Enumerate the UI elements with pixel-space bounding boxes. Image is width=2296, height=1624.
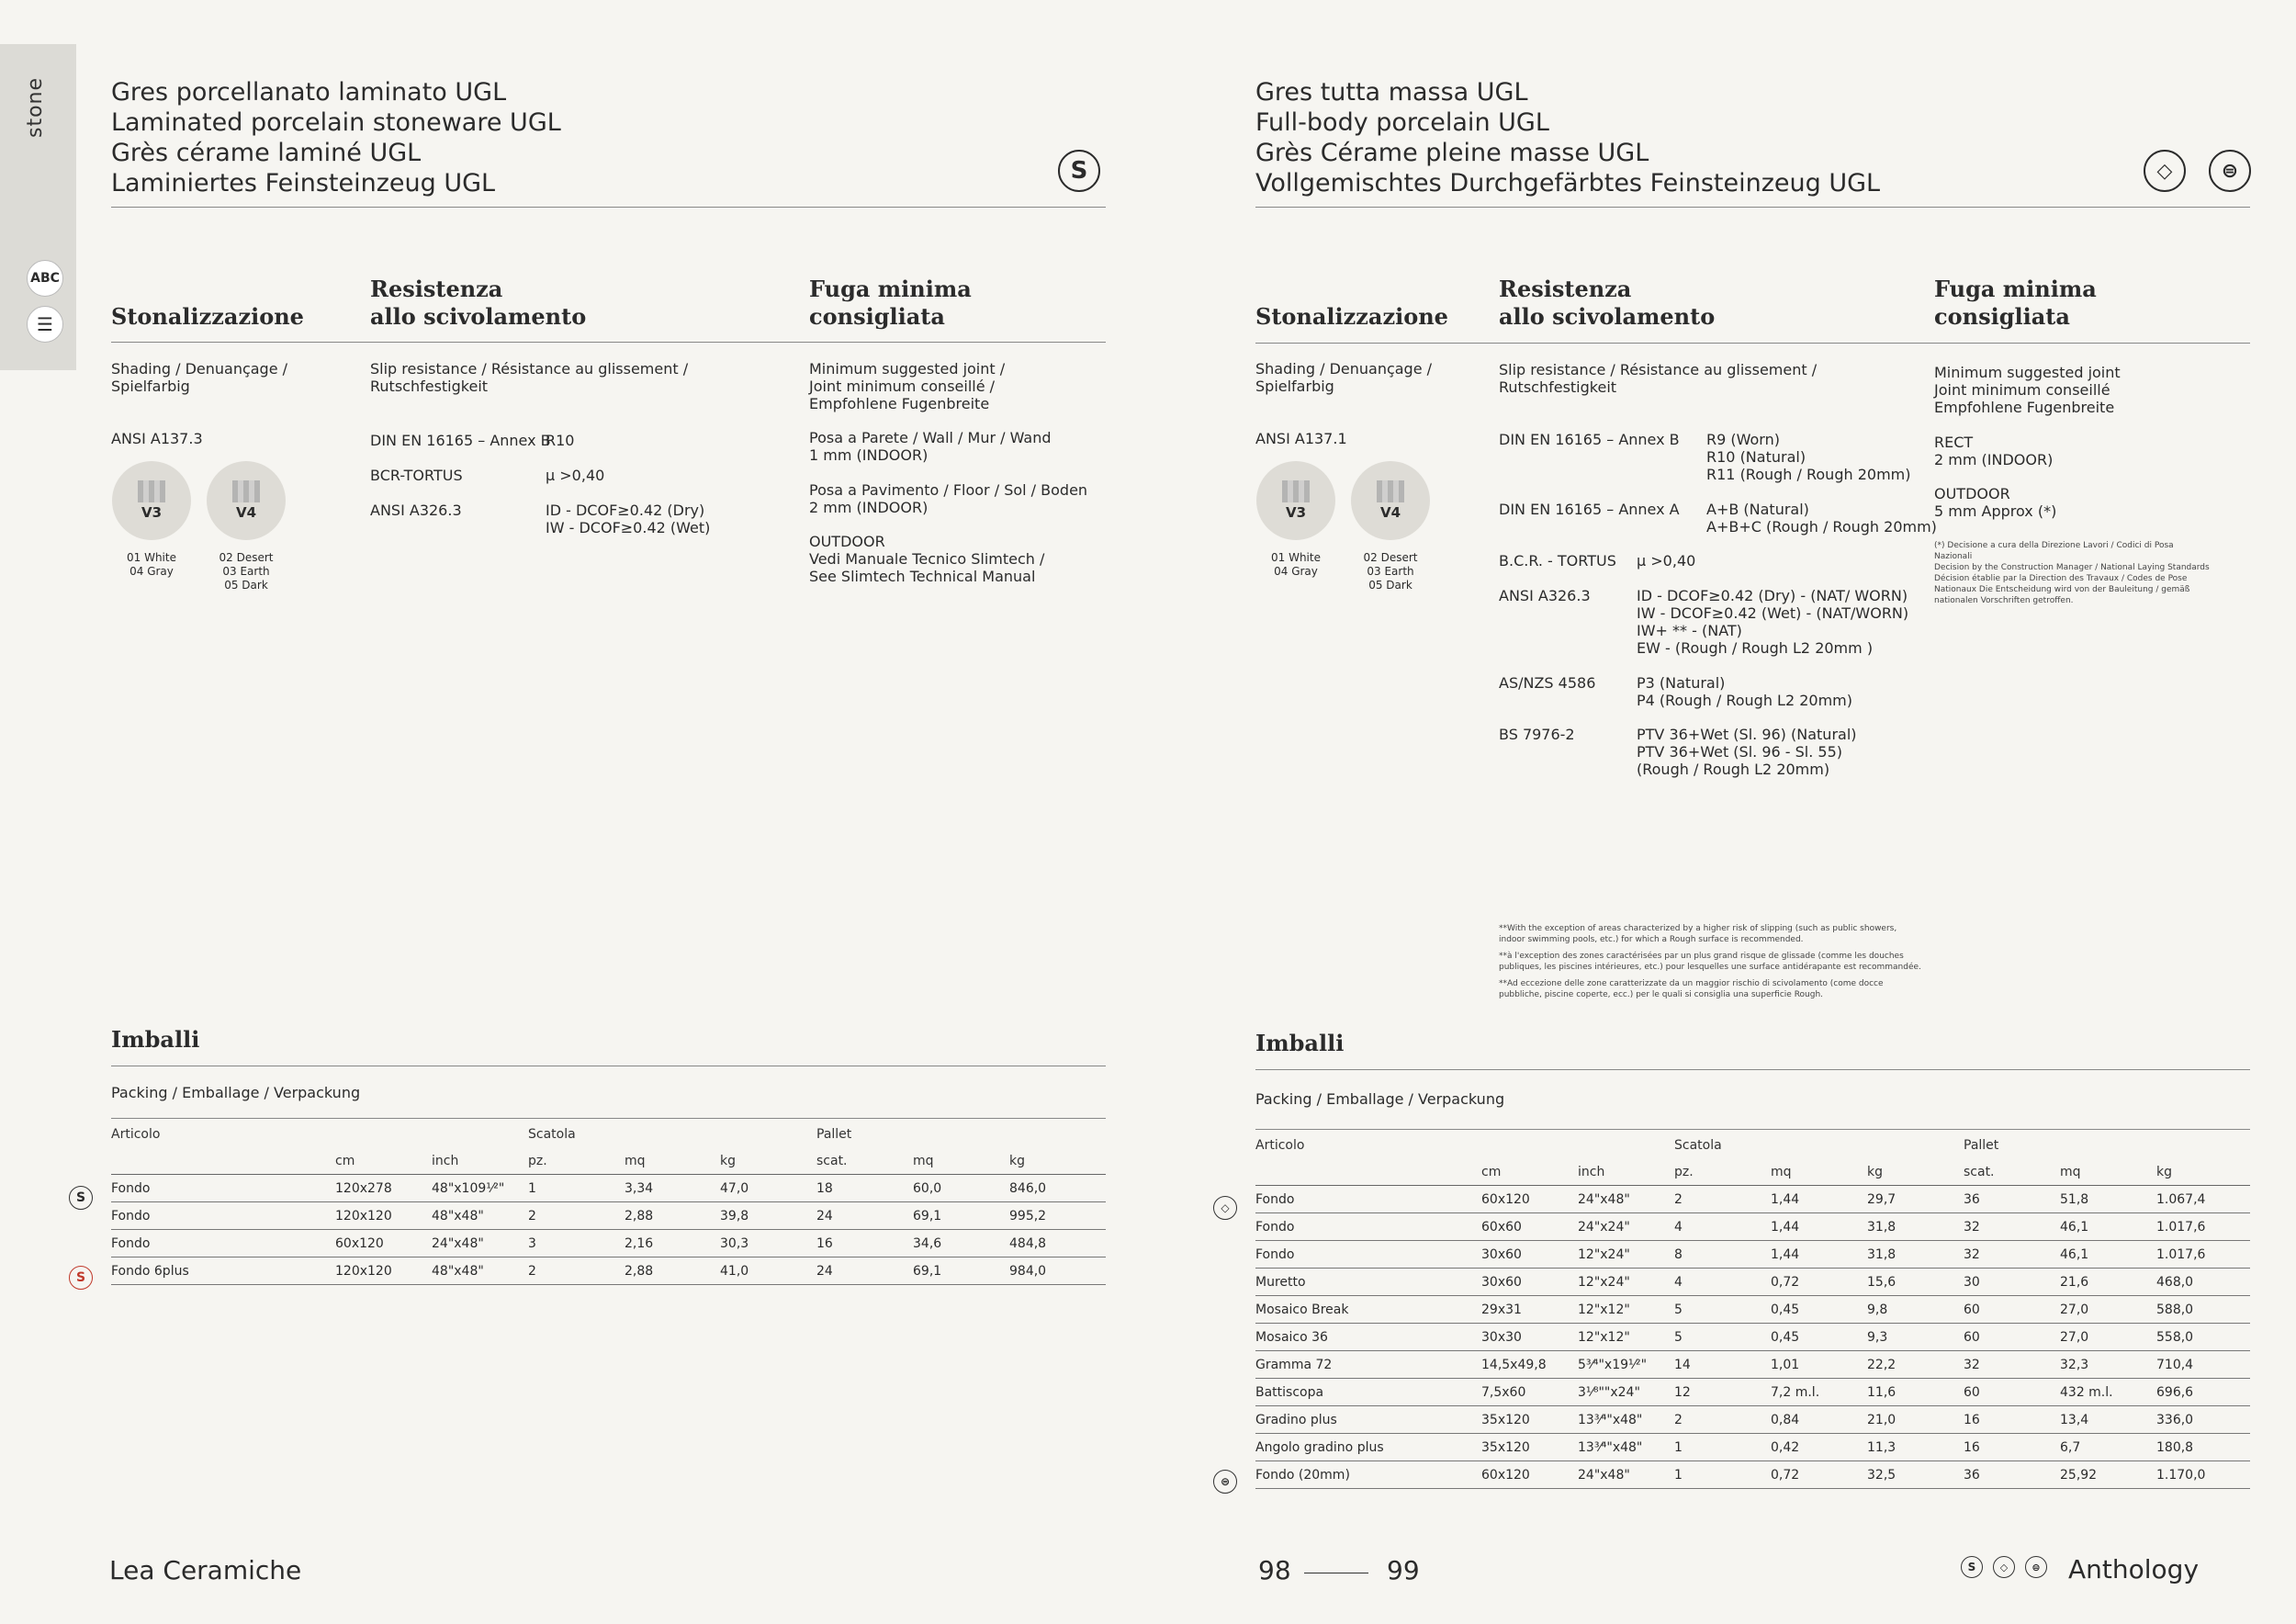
left-joint-floor: Posa a Pavimento / Floor / Sol / Boden 2 mm (INDOOR)	[809, 481, 1088, 516]
table-cell: 30	[1964, 1269, 2060, 1296]
right-pack-sub: Packing / Emballage / Verpackung	[1255, 1090, 1505, 1108]
table-row	[1255, 1379, 2250, 1406]
table-cell: 1.017,6	[2156, 1241, 2250, 1269]
table-cell: 60x120	[335, 1230, 432, 1257]
slim-6plus-icon: S	[69, 1266, 93, 1290]
table-cell: 48"x48"	[432, 1202, 528, 1230]
title-it: Gres porcellanato laminato UGL	[111, 78, 507, 107]
left-joint-wall: Posa a Parete / Wall / Mur / Wand 1 mm (INDOOR)	[809, 429, 1052, 464]
table-cell: 12"x24"	[1578, 1241, 1674, 1269]
table-cell: 21,0	[1867, 1406, 1964, 1434]
table-cell: 120x278	[335, 1175, 432, 1202]
table-row	[1255, 1351, 2250, 1379]
table-cell: 1.170,0	[2156, 1461, 2250, 1489]
table-cell: 16	[1964, 1406, 2060, 1434]
right-joint-rect: RECT 2 mm (INDOOR)	[1934, 434, 2054, 468]
table-row	[1255, 1406, 2250, 1434]
full-body-icon: ◇	[1213, 1196, 1237, 1220]
right-shading-norm: ANSI A137.1	[1255, 430, 1347, 447]
table-cell: 0,84	[1771, 1406, 1867, 1434]
table-cell: 13³⁄⁴"x48"	[1578, 1406, 1674, 1434]
left-joint-head: Fuga minima consigliata	[809, 276, 972, 330]
thick-20mm-icon: ⊜	[2025, 1556, 2047, 1578]
table-cell: 11,6	[1867, 1379, 1964, 1406]
table-row	[1255, 1241, 2250, 1269]
table-cell: Gradino plus	[1255, 1406, 1481, 1434]
table-cell: 13,4	[2060, 1406, 2156, 1434]
table-cell: 5	[1674, 1324, 1771, 1351]
table-cell: 8	[1674, 1241, 1771, 1269]
table-row	[1255, 1186, 2250, 1213]
left-slip-v1: R10	[546, 432, 575, 449]
swatch-v3-label: 01 White 04 Gray	[1271, 551, 1321, 578]
table-cell: 32,5	[1867, 1461, 1964, 1489]
swatch-v3-label: 01 White 04 Gray	[127, 551, 176, 578]
table-row	[111, 1202, 1106, 1230]
left-pack-sub: Packing / Emballage / Verpackung	[111, 1084, 361, 1101]
left-slip-head: Resistenza allo scivolamento	[370, 276, 587, 330]
full-body-icon: ◇	[2144, 150, 2186, 192]
left-pack-title: Imballi	[111, 1026, 200, 1053]
table-cell: 710,4	[2156, 1351, 2250, 1379]
table-cell: Mosaico 36	[1255, 1324, 1481, 1351]
table-cell: 1,44	[1771, 1241, 1867, 1269]
table-cell: 60	[1964, 1296, 2060, 1324]
table-cell: 24	[816, 1257, 913, 1285]
table-row	[111, 1175, 1106, 1202]
table-cell: 27,0	[2060, 1296, 2156, 1324]
right-slip-k1: DIN EN 16165 – Annex B	[1499, 431, 1680, 448]
table-cell: 336,0	[2156, 1406, 2250, 1434]
swatch-v3: V3	[112, 461, 191, 540]
right-joint-head: Fuga minima consigliata	[1934, 276, 2097, 330]
table-cell: 69,1	[913, 1257, 1009, 1285]
slim-icon: S	[1058, 150, 1100, 192]
table-cell: 558,0	[2156, 1324, 2250, 1351]
table-cell: 24"x48"	[1578, 1461, 1674, 1489]
table-cell: 5³⁄⁴"x19¹⁄²"	[1578, 1351, 1674, 1379]
table-cell: 16	[1964, 1434, 2060, 1461]
swatch-v4: V4	[207, 461, 286, 540]
table-cell: 46,1	[2060, 1241, 2156, 1269]
table-cell: 0,72	[1771, 1461, 1867, 1489]
table-cell: 30x30	[1481, 1324, 1578, 1351]
table-cell: Battiscopa	[1255, 1379, 1481, 1406]
table-cell: Fondo	[111, 1202, 335, 1230]
table-cell: 6,7	[2060, 1434, 2156, 1461]
left-joint-outdoor: OUTDOOR Vedi Manuale Tecnico Slimtech / See Slimtech Technical Manual	[809, 533, 1045, 585]
table-cell: 120x120	[335, 1257, 432, 1285]
left-shading-head: Stonalizzazione	[111, 303, 304, 330]
table-cell: 432 m.l.	[2060, 1379, 2156, 1406]
table-cell: 1	[1674, 1434, 1771, 1461]
table-cell: 9,3	[1867, 1324, 1964, 1351]
left-shading-norm: ANSI A137.3	[111, 430, 203, 447]
right-slip-k4: ANSI A326.3	[1499, 587, 1591, 604]
table-cell: 30x60	[1481, 1241, 1578, 1269]
swatch-v4-label: 02 Desert 03 Earth 05 Dark	[219, 551, 274, 592]
swatch-v4: V4	[1351, 461, 1430, 540]
table-cell: 60,0	[913, 1175, 1009, 1202]
table-cell: 1,01	[1771, 1351, 1867, 1379]
table-cell: 51,8	[2060, 1186, 2156, 1213]
table-cell: 21,6	[2060, 1269, 2156, 1296]
table-cell: 3,34	[625, 1175, 720, 1202]
table-cell: 2	[1674, 1186, 1771, 1213]
table-cell: 32,3	[2060, 1351, 2156, 1379]
table-cell: Gramma 72	[1255, 1351, 1481, 1379]
table-cell: 35x120	[1481, 1434, 1578, 1461]
table-cell: 120x120	[335, 1202, 432, 1230]
table-cell: Fondo	[111, 1230, 335, 1257]
table-cell: 13³⁄⁴"x48"	[1578, 1434, 1674, 1461]
table-cell: Fondo (20mm)	[1255, 1461, 1481, 1489]
table-cell: 32	[1964, 1241, 2060, 1269]
right-joint-note: (*) Decisione a cura della Direzione Lavori / Codici di Posa Nazionali Decision by the Construction Manager / National Laying Standards Décision établie par la Direction des Travaux / Codes de Pose Nationaux Die Entscheidung wird von der Bauleitung / gemäß nationalen Vorschriften getroffen.	[1934, 541, 2210, 605]
page-number-left: 98	[1258, 1555, 1291, 1585]
right-slip-k2: DIN EN 16165 – Annex A	[1499, 501, 1680, 518]
table-cell: 2	[528, 1257, 625, 1285]
table-cell: 27,0	[2060, 1324, 2156, 1351]
table-cell: 0,45	[1771, 1296, 1867, 1324]
table-row	[1255, 1213, 2250, 1241]
table-cell: 4	[1674, 1269, 1771, 1296]
table-cell: 2	[1674, 1406, 1771, 1434]
table-cell: 24"x48"	[1578, 1186, 1674, 1213]
table-cell: 9,8	[1867, 1296, 1964, 1324]
thick-20mm-icon: ⊜	[2209, 150, 2251, 192]
table-cell: 12	[1674, 1379, 1771, 1406]
left-slip-k3: ANSI A326.3	[370, 502, 462, 519]
table-cell: 3	[528, 1230, 625, 1257]
table-cell: 14	[1674, 1351, 1771, 1379]
title-fr: Grès Cérame pleine masse UGL	[1255, 139, 1649, 167]
table-cell: 15,6	[1867, 1269, 1964, 1296]
table-cell: Angolo gradino plus	[1255, 1434, 1481, 1461]
right-joint-outdoor: OUTDOOR 5 mm Approx (*)	[1934, 485, 2057, 520]
table-row	[1255, 1269, 2250, 1296]
table-cell: 1.017,6	[2156, 1213, 2250, 1241]
table-row	[1255, 1324, 2250, 1351]
brand-name: Lea Ceramiche	[109, 1555, 302, 1585]
table-cell: 12"x24"	[1578, 1269, 1674, 1296]
table-cell: Mosaico Break	[1255, 1296, 1481, 1324]
right-slip-footnotes: **With the exception of areas characterized by a higher risk of slipping (such as public showers, indoor swimming pools, etc.) for which a Rough surface is recommended. **à l'exception des zones caractérisées par un plus grand risque de glissade (comme les douches publiques, les piscines intérieures, etc.) pour lesquelles une surface antidérapante est recommandée. **Ad eccezione delle zone caratterizzate da un maggior rischio di scivolamento (come docce pubbliche, piscine coperte, ecc.) per le quali si consiglia una superficie Rough.	[1499, 924, 1921, 999]
left-slip-k1: DIN EN 16165 – Annex B	[370, 432, 551, 449]
right-slip-v2: A+B (Natural) A+B+C (Rough / Rough 20mm)	[1706, 501, 1937, 536]
title-de: Vollgemischtes Durchgefärbtes Feinsteinzeug UGL	[1255, 169, 1881, 197]
page-number-right: 99	[1387, 1555, 1420, 1585]
table-cell: 2	[528, 1202, 625, 1230]
right-slip-v5: P3 (Natural) P4 (Rough / Rough L2 20mm)	[1637, 674, 1853, 709]
right-joint-sub: Minimum suggested joint Joint minimum conseillé Empfohlene Fugenbreite	[1934, 364, 2121, 416]
swatch-v3: V3	[1256, 461, 1335, 540]
table-cell: Fondo	[1255, 1241, 1481, 1269]
table-cell: 995,2	[1009, 1202, 1106, 1230]
table-cell: 12"x12"	[1578, 1296, 1674, 1324]
title-fr: Grès cérame laminé UGL	[111, 139, 422, 167]
table-cell: 24"x24"	[1578, 1213, 1674, 1241]
abc-button[interactable]: ABC	[27, 260, 63, 297]
table-cell: 29x31	[1481, 1296, 1578, 1324]
table-cell: 36	[1964, 1186, 2060, 1213]
right-slip-v4: ID - DCOF≥0.42 (Dry) - (NAT/ WORN) IW - DCOF≥0.42 (Wet) - (NAT/WORN) IW+ ** - (NAT) EW - (Rough / Rough L2 20mm )	[1637, 587, 1909, 657]
right-slip-v6: PTV 36+Wet (Sl. 96) (Natural) PTV 36+Wet (Sl. 96 - Sl. 55) (Rough / Rough L2 20mm)	[1637, 726, 1857, 778]
table-cell: 22,2	[1867, 1351, 1964, 1379]
table-cell: 48"x109¹⁄²"	[432, 1175, 528, 1202]
table-cell: 1.067,4	[2156, 1186, 2250, 1213]
table-cell: 7,2 m.l.	[1771, 1379, 1867, 1406]
left-title-block	[111, 77, 561, 198]
table-cell: Fondo	[1255, 1186, 1481, 1213]
table-cell: 7,5x60	[1481, 1379, 1578, 1406]
left-joint-sub: Minimum suggested joint / Joint minimum conseillé / Empfohlene Fugenbreite	[809, 360, 1006, 412]
table-cell: 0,72	[1771, 1269, 1867, 1296]
table-cell: 3¹⁄⁸""x24"	[1578, 1379, 1674, 1406]
table-cell: 32	[1964, 1213, 2060, 1241]
table-cell: 60	[1964, 1324, 2060, 1351]
right-slip-k6: BS 7976-2	[1499, 726, 1575, 743]
table-cell: 25,92	[2060, 1461, 2156, 1489]
table-cell: Fondo	[1255, 1213, 1481, 1241]
table-cell: 1,44	[1771, 1186, 1867, 1213]
table-cell: 984,0	[1009, 1257, 1106, 1285]
table-cell: Fondo 6plus	[111, 1257, 335, 1285]
table-cell: 0,42	[1771, 1434, 1867, 1461]
right-slip-sub: Slip resistance / Résistance au glissement / Rutschfestigkeit	[1499, 361, 1818, 396]
table-cell: 48"x48"	[432, 1257, 528, 1285]
table-cell: 47,0	[720, 1175, 816, 1202]
table-row	[111, 1230, 1106, 1257]
table-cell: 24"x48"	[432, 1230, 528, 1257]
table-cell: 46,1	[2060, 1213, 2156, 1241]
table-cell: 60x60	[1481, 1213, 1578, 1241]
right-shading-head: Stonalizzazione	[1255, 303, 1448, 330]
table-cell: 14,5x49,8	[1481, 1351, 1578, 1379]
table-cell: 12"x12"	[1578, 1324, 1674, 1351]
table-cell: 60x120	[1481, 1461, 1578, 1489]
table-cell: Muretto	[1255, 1269, 1481, 1296]
table-cell: 60	[1964, 1379, 2060, 1406]
slim-icon: S	[1961, 1556, 1983, 1578]
right-shading-sub: Shading / Denuançage / Spielfarbig	[1255, 360, 1433, 395]
table-cell: 1	[1674, 1461, 1771, 1489]
table-cell: 180,8	[2156, 1434, 2250, 1461]
title-en: Laminated porcelain stoneware UGL	[111, 108, 561, 137]
swatch-v4-label: 02 Desert 03 Earth 05 Dark	[1363, 551, 1418, 592]
table-cell: 29,7	[1867, 1186, 1964, 1213]
table-cell: 32	[1964, 1351, 2060, 1379]
thick-20mm-icon: ⊜	[1213, 1470, 1237, 1494]
table-cell: 5	[1674, 1296, 1771, 1324]
table-cell: 31,8	[1867, 1241, 1964, 1269]
table-row	[1255, 1434, 2250, 1461]
table-cell: 2,88	[625, 1257, 720, 1285]
right-pack-title: Imballi	[1255, 1030, 1345, 1056]
table-cell: 696,6	[2156, 1379, 2250, 1406]
table-cell: 31,8	[1867, 1213, 1964, 1241]
left-slip-v3: ID - DCOF≥0.42 (Dry) IW - DCOF≥0.42 (Wet)	[546, 502, 711, 536]
right-pack-table: Articolo Scatola Pallet cm inch pz. mq kg scat. mq kg Fondo 60x120 24"x48" 2 1,44 29,7 36 51,8 1.067,4 Fondo 60x60 24"x24" 4 1,44 31,8 32 46,1 1.017,6 Fondo 30x60 12"x24" 8 1,44 31,8 32 46,1 1.017,6 Muretto 30x60 12"x24" 4 0,72 15,6 30 21,6 468,0 Mosaico Break 29x31 12"x12" 5 0,45 9,8 60 27,0 588,0 Mosaico 36 30x30 12"x12" 5 0,45 9,3 60 27,0 558,0 Gramma 72 14,5x49,8 5³⁄⁴"x19¹⁄²" 14 1,01 22,2 32 32,3 710,4 Battiscopa 7,5x60 3¹⁄⁸""x24" 12 7,2 m.l. 11,6 60 432 m.l. 696,6 Gradino plus 35x120 13³⁄⁴"x48" 2 0,84 21,0 16 13,4 336,0 Angolo gradino plus 35x120 13³⁄⁴"x48" 1 0,42 11,3 16 6,7 180,8 Fondo (20mm) 60x120 24"x48" 1 0,72 32,5 36 25,92 1.170,0	[1255, 1132, 2250, 1489]
table-cell: 60x120	[1481, 1186, 1578, 1213]
table-cell: 0,45	[1771, 1324, 1867, 1351]
right-title-block	[1255, 77, 1880, 198]
table-cell: 846,0	[1009, 1175, 1106, 1202]
table-row	[1255, 1461, 2250, 1489]
table-cell: 35x120	[1481, 1406, 1578, 1434]
table-cell: 2,88	[625, 1202, 720, 1230]
left-slip-v2: μ >0,40	[546, 467, 605, 484]
table-cell: 11,3	[1867, 1434, 1964, 1461]
left-slip-sub: Slip resistance / Résistance au glissement / Rutschfestigkeit	[370, 360, 689, 395]
table-cell: 1	[528, 1175, 625, 1202]
table-cell: 36	[1964, 1461, 2060, 1489]
table-cell: 1,44	[1771, 1213, 1867, 1241]
anthology-label: Anthology	[2068, 1554, 2200, 1585]
table-cell: 484,8	[1009, 1230, 1106, 1257]
list-icon[interactable]: ☰	[27, 306, 63, 343]
table-cell: Fondo	[111, 1175, 335, 1202]
table-cell: 39,8	[720, 1202, 816, 1230]
right-slip-v1: R9 (Worn) R10 (Natural) R11 (Rough / Rough 20mm)	[1706, 431, 1911, 483]
right-slip-k5: AS/NZS 4586	[1499, 674, 1596, 692]
right-slip-v3: μ >0,40	[1637, 552, 1696, 570]
table-row	[111, 1257, 1106, 1285]
table-cell: 18	[816, 1175, 913, 1202]
table-cell: 16	[816, 1230, 913, 1257]
table-row	[1255, 1296, 2250, 1324]
table-cell: 588,0	[2156, 1296, 2250, 1324]
table-cell: 34,6	[913, 1230, 1009, 1257]
slim-icon: S	[69, 1186, 93, 1210]
title-de: Laminiertes Feinsteinzeug UGL	[111, 169, 496, 197]
side-tab-label: stone	[24, 76, 47, 138]
right-slip-k3: B.C.R. - TORTUS	[1499, 552, 1616, 570]
table-cell: 41,0	[720, 1257, 816, 1285]
table-cell: 69,1	[913, 1202, 1009, 1230]
title-en: Full-body porcelain UGL	[1255, 108, 1549, 137]
table-cell: 30,3	[720, 1230, 816, 1257]
full-body-icon: ◇	[1993, 1556, 2015, 1578]
table-cell: 2,16	[625, 1230, 720, 1257]
table-cell: 30x60	[1481, 1269, 1578, 1296]
left-slip-k2: BCR-TORTUS	[370, 467, 463, 484]
left-pack-table: Articolo Scatola Pallet cm inch pz. mq kg scat. mq kg Fondo 120x278 48"x109¹⁄²" 1 3,34 47,0 18 60,0 846,0 Fondo 120x120 48"x48" 2 2,88 39,8 24 69,1 995,2 Fondo 60x120 24"x48" 3 2,16 30,3 16 34,6 484,8 Fondo 6plus 120x120 48"x48" 2 2,88 41,0 24 69,1 984,0	[111, 1121, 1106, 1285]
table-cell: 4	[1674, 1213, 1771, 1241]
right-slip-head: Resistenza allo scivolamento	[1499, 276, 1716, 330]
table-cell: 468,0	[2156, 1269, 2250, 1296]
title-it: Gres tutta massa UGL	[1255, 78, 1528, 107]
table-cell: 24	[816, 1202, 913, 1230]
left-shading-sub: Shading / Denuançage / Spielfarbig	[111, 360, 288, 395]
